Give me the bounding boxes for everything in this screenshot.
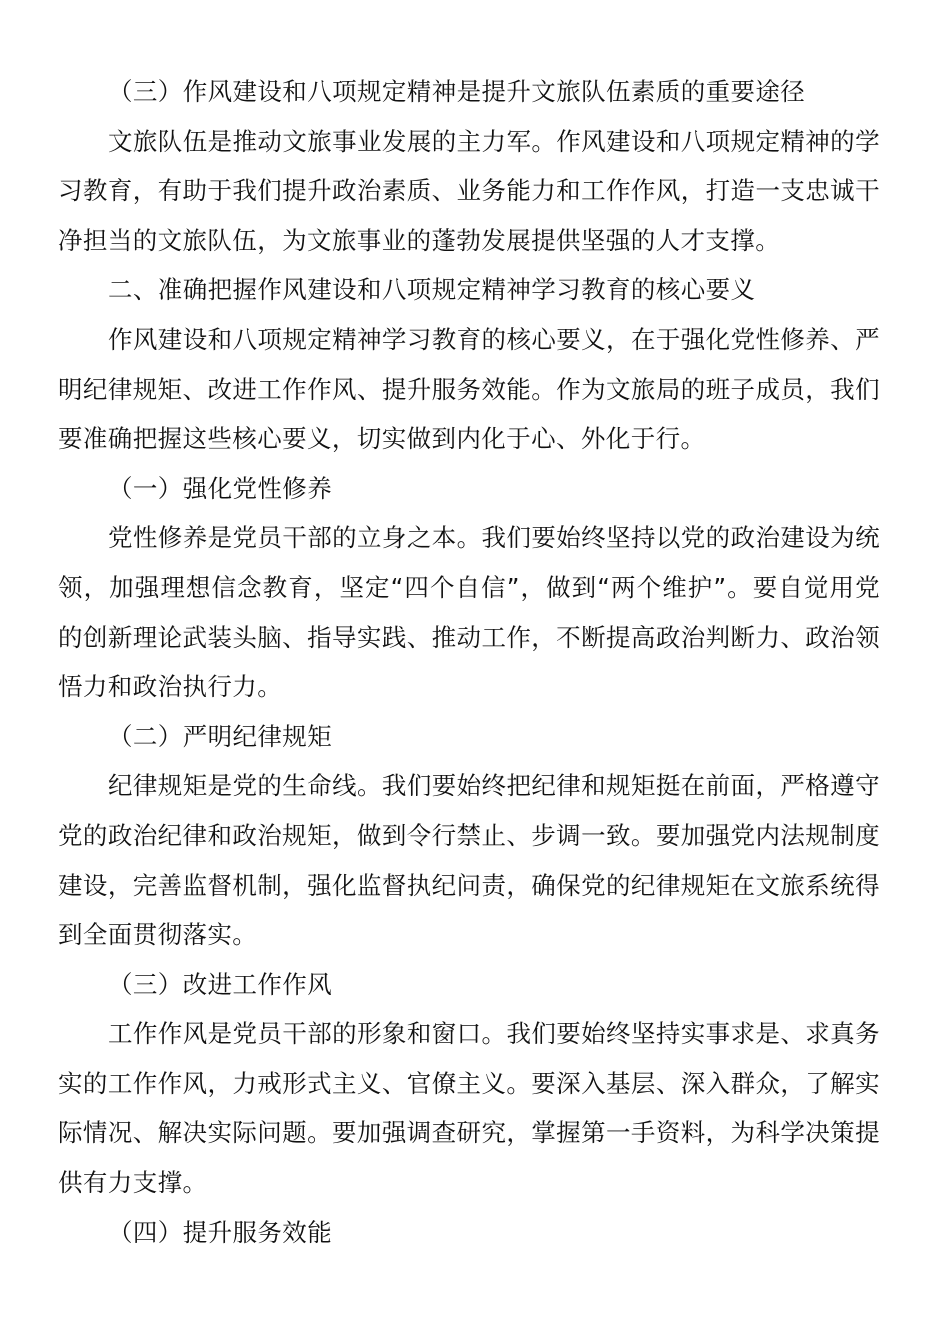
section-heading-culture-tourism-team: （三）作风建设和八项规定精神是提升文旅队伍素质的重要途径 bbox=[108, 77, 806, 106]
body-paragraph-discipline: 纪律规矩是党的生命线。我们要始终把纪律和规矩挺在前面，严格遵守党的政治纪律和政治规矩，做到令行禁止、步调一致。要加强党内法规制度建设，完善监督机制，强化监督执纪问责，确保党的纪律规矩在文旅系统得到全面贯彻落实。 bbox=[58, 771, 880, 950]
section-heading-service-efficiency: （四）提升服务效能 bbox=[108, 1217, 333, 1247]
body-paragraph-core-meaning: 作风建设和八项规定精神学习教育的核心要义，在于强化党性修养、严明纪律规矩、改进工作作风、提升服务效能。作为文旅局的班子成员，我们要准确把握这些核心要义，切实做到内化于心、外化于行。 bbox=[58, 324, 880, 454]
body-paragraph-culture-tourism-team: 文旅队伍是推动文旅事业发展的主力军。作风建设和八项规定精神的学习教育，有助于我们提升政治素质、业务能力和工作作风，打造一支忠诚干净担当的文旅队伍，为文旅事业的蓬勃发展提供坚强的人才支撑。 bbox=[58, 126, 880, 255]
document-page bbox=[58, 67, 880, 1257]
section-heading-core-meaning: 二、准确把握作风建设和八项规定精神学习教育的核心要义 bbox=[108, 275, 756, 305]
section-heading-discipline: （二）严明纪律规矩 bbox=[108, 721, 333, 751]
body-paragraph-work-style: 工作作风是党员干部的形象和窗口。我们要始终坚持实事求是、求真务实的工作作风，力戒形式主义、官僚主义。要深入基层、深入群众，了解实际情况、解决实际问题。要加强调查研究，掌握第一手资料，为科学决策提供有力支撑。 bbox=[58, 1019, 880, 1198]
section-heading-party-spirit: （一）强化党性修养 bbox=[108, 473, 333, 503]
section-heading-work-style: （三）改进工作作风 bbox=[108, 969, 333, 999]
body-paragraph-party-spirit: 党性修养是党员干部的立身之本。我们要始终坚持以党的政治建设为统领，加强理想信念教育，坚定“四个自信”，做到“两个维护”。要自觉用党的创新理论武装头脑、指导实践、推动工作，不断提高政治判断力、政治领悟力和政治执行力。 bbox=[58, 523, 880, 702]
